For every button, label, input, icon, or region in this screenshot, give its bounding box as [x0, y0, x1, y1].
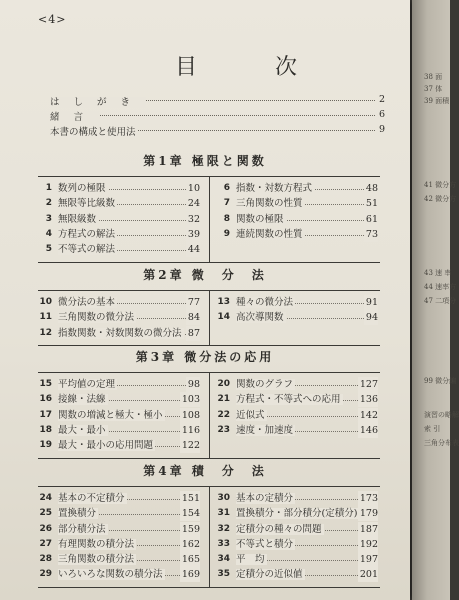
toc-entry — [216, 227, 378, 242]
entry-page: 94 — [365, 312, 378, 324]
entry-number: 34 — [217, 554, 230, 565]
entry-title: 部分積分法 — [58, 523, 106, 535]
chapter-title: 第3章 微分法の応用 — [135, 350, 275, 364]
toc-entry — [38, 242, 200, 257]
toc-entry — [216, 295, 378, 310]
entry-page: 151 — [181, 493, 200, 504]
entry-number: 3 — [45, 213, 52, 224]
entry-number: 17 — [39, 409, 52, 420]
entry-page: 98 — [187, 379, 200, 390]
toc-entry — [38, 392, 200, 407]
entry-number: 6 — [223, 183, 230, 193]
entry-title: 関数の極限 — [236, 213, 284, 225]
toc-entry — [38, 491, 200, 506]
adjacent-page-text: 99 微分編 — [424, 377, 457, 385]
entry-title: 指数関数・対数関数の微分法 — [58, 327, 182, 339]
entry-title: 無限級数 — [58, 213, 97, 225]
entry-page: 51 — [365, 198, 378, 210]
entry-page: 73 — [365, 228, 378, 240]
front-matter-label: はしがき — [50, 97, 145, 108]
adjacent-page-text: 演習の略解 — [424, 411, 459, 419]
entry-page: 103 — [181, 394, 200, 406]
entry-number: 28 — [39, 554, 52, 565]
entry-number: 7 — [223, 198, 230, 209]
entry-number: 4 — [45, 228, 52, 239]
toc-entry — [216, 310, 378, 325]
entry-number: 19 — [39, 440, 52, 451]
entry-title: 三角関数の性質 — [236, 198, 303, 210]
entry-title: 三角関数の積分法 — [58, 554, 135, 566]
entry-title: 方程式の解法 — [58, 228, 116, 240]
adjacent-page-text: 索 引 — [424, 425, 441, 433]
toc-entry — [38, 212, 200, 227]
chapter-title: 第1章 極限と関数 — [143, 154, 267, 168]
entry-page: 165 — [181, 554, 200, 566]
toc-column-right — [216, 491, 378, 583]
entry-number: 12 — [39, 327, 52, 338]
entry-page: 127 — [359, 379, 378, 390]
entry-page: 142 — [359, 409, 378, 421]
adjacent-page-text: 47 二項分 — [424, 297, 457, 305]
adjacent-page-text: 37 体 — [424, 85, 443, 93]
entry-title: 不等式の解法 — [58, 244, 116, 256]
entry-page: 122 — [181, 440, 200, 452]
page-number: <4> — [38, 13, 67, 26]
entry-title: 平 均 — [236, 554, 265, 566]
entry-page: 108 — [181, 409, 200, 421]
adjacent-page-text: 42 微分方 — [424, 195, 457, 203]
toc-entry — [216, 377, 378, 392]
entry-number: 9 — [223, 228, 230, 239]
entry-title: 基本の不定積分 — [58, 493, 125, 504]
toc-entry — [38, 552, 200, 567]
front-matter-label: 緒言 — [50, 112, 98, 123]
entry-page: 136 — [359, 394, 378, 406]
entry-number: 1 — [45, 183, 52, 193]
entry-title: 定積分の種々の問題 — [236, 523, 322, 535]
chapter-title: 第4章 積 分 法 — [143, 464, 267, 478]
toc-column-left — [38, 377, 200, 453]
entry-page: 187 — [359, 523, 378, 535]
toc-entry — [216, 392, 378, 407]
entry-page: 32 — [187, 213, 200, 225]
entry-title: 最大・最小の応用問題 — [58, 440, 154, 452]
entry-page: 91 — [365, 297, 378, 308]
toc-column-right — [216, 377, 378, 438]
adjacent-page-text: 44 速率方 — [424, 283, 457, 291]
toc-entry — [216, 423, 378, 438]
toc-entry — [38, 326, 200, 341]
chapter-section-box — [38, 176, 380, 263]
entry-number: 5 — [45, 244, 52, 255]
entry-number: 29 — [39, 569, 52, 580]
front-matter-label: 本書の構成と使用法 — [50, 127, 136, 138]
toc-column-right — [216, 295, 378, 326]
chapter-section-box — [38, 290, 380, 346]
entry-title: 高次導関数 — [236, 312, 284, 324]
entry-title: 平均値の定理 — [58, 379, 116, 390]
entry-number: 10 — [39, 297, 52, 307]
entry-number: 24 — [39, 493, 52, 503]
entry-number: 14 — [217, 312, 230, 323]
toc-entry — [38, 408, 200, 423]
adjacent-page-text: 38 面 — [424, 73, 443, 81]
front-matter-item — [50, 94, 385, 107]
entry-number: 30 — [217, 493, 230, 503]
entry-title: 関数のグラフ — [236, 379, 294, 390]
adjacent-page-edge — [412, 0, 459, 600]
toc-entry — [38, 196, 200, 211]
toc-entry — [216, 567, 378, 582]
entry-title: 数列の極限 — [58, 183, 106, 194]
entry-number: 20 — [217, 379, 230, 389]
toc-column-left — [38, 181, 200, 257]
entry-page: 173 — [359, 493, 378, 504]
toc-entry — [38, 438, 200, 453]
toc-entry — [216, 196, 378, 211]
entry-page: 39 — [187, 228, 200, 240]
entry-page: 61 — [365, 213, 378, 225]
entry-number: 16 — [39, 394, 52, 405]
entry-number: 8 — [223, 213, 230, 224]
chapter-title: 第2章 微 分 法 — [143, 268, 267, 282]
toc-entry — [38, 181, 200, 196]
entry-page: 192 — [359, 538, 378, 550]
toc-entry — [216, 181, 378, 196]
toc-column-left — [38, 295, 200, 341]
entry-title: 近似式 — [236, 409, 265, 421]
entry-title: 三角関数の微分法 — [58, 312, 135, 324]
entry-number: 31 — [217, 508, 230, 519]
entry-title: 関数の増減と極大・極小 — [58, 409, 163, 421]
entry-page: 162 — [181, 538, 200, 550]
chapter-section-box — [38, 372, 380, 459]
entry-page: 87 — [187, 327, 200, 339]
front-matter-item — [50, 124, 385, 137]
entry-title: 速度・加速度 — [236, 424, 294, 436]
entry-title: 連続関数の性質 — [236, 228, 303, 240]
entry-title: いろいろな関数の積分法 — [58, 569, 163, 581]
toc-entry — [216, 522, 378, 537]
entry-page: 154 — [181, 508, 200, 520]
entry-page: 77 — [187, 297, 200, 308]
entry-title: 種々の微分法 — [236, 297, 294, 308]
toc-entry — [38, 310, 200, 325]
entry-number: 22 — [217, 409, 230, 420]
entry-title: 定積分の近似値 — [236, 569, 303, 581]
adjacent-page-text: 43 速 率 — [424, 269, 452, 277]
entry-title: 有理関数の積分法 — [58, 538, 135, 550]
entry-page: 169 — [181, 569, 200, 581]
adjacent-page-text: 41 微分方 — [424, 181, 457, 189]
entry-title: 方程式・不等式への応用 — [236, 394, 341, 406]
entry-page: 24 — [187, 198, 200, 210]
entry-page: 179 — [359, 508, 378, 520]
toc-entry — [216, 537, 378, 552]
entry-number: 32 — [217, 523, 230, 534]
entry-page: 159 — [181, 523, 200, 535]
toc-column-left — [38, 491, 200, 583]
entry-number: 2 — [45, 198, 52, 209]
entry-page: 201 — [359, 569, 378, 581]
entry-number: 27 — [39, 538, 52, 549]
entry-title: 置換積分 — [58, 508, 97, 520]
entry-title: 微分法の基本 — [58, 297, 116, 308]
entry-title: 無限等比級数 — [58, 198, 116, 210]
adjacent-page-text: 39 面積 — [424, 97, 450, 105]
toc-entry — [216, 408, 378, 423]
entry-number: 25 — [39, 508, 52, 519]
entry-number: 13 — [217, 297, 230, 307]
entry-page: 44 — [187, 244, 200, 256]
toc-entry — [216, 506, 378, 521]
entry-title: 接線・法線 — [58, 394, 106, 406]
front-matter-page: 9 — [378, 124, 385, 135]
toc-title: 目 次 — [175, 55, 326, 80]
toc-entry — [38, 522, 200, 537]
adjacent-page-text: 三角分布表 — [424, 439, 459, 447]
entry-page: 146 — [359, 424, 378, 436]
entry-page: 10 — [187, 183, 200, 194]
entry-page: 48 — [365, 183, 378, 194]
entry-number: 35 — [217, 569, 230, 580]
entry-page: 197 — [359, 554, 378, 566]
entry-number: 15 — [39, 379, 52, 389]
entry-title: 指数・対数方程式 — [236, 183, 313, 194]
entry-title: 置換積分・部分積分(定積分) — [236, 508, 358, 520]
front-matter-page: 2 — [378, 94, 385, 105]
entry-page: 84 — [187, 312, 200, 324]
toc-entry — [216, 212, 378, 227]
toc-column-right — [216, 181, 378, 242]
toc-entry — [38, 567, 200, 582]
toc-entry — [38, 227, 200, 242]
chapter-section-box — [38, 486, 380, 588]
front-matter-item — [50, 109, 385, 122]
toc-entry — [38, 537, 200, 552]
toc-entry — [216, 552, 378, 567]
toc-entry — [38, 377, 200, 392]
toc-entry — [38, 423, 200, 438]
entry-title: 基本の定積分 — [236, 493, 294, 504]
entry-number: 21 — [217, 394, 230, 405]
front-matter-page: 6 — [378, 109, 385, 120]
entry-number: 18 — [39, 424, 52, 435]
entry-number: 33 — [217, 538, 230, 549]
toc-entry — [216, 491, 378, 506]
entry-title: 不等式と積分 — [236, 538, 294, 550]
entry-number: 23 — [217, 424, 230, 435]
toc-entry — [38, 506, 200, 521]
entry-page: 116 — [181, 424, 200, 436]
entry-title: 最大・最小 — [58, 424, 106, 436]
toc-entry — [38, 295, 200, 310]
entry-number: 26 — [39, 523, 52, 534]
entry-number: 11 — [39, 312, 52, 323]
